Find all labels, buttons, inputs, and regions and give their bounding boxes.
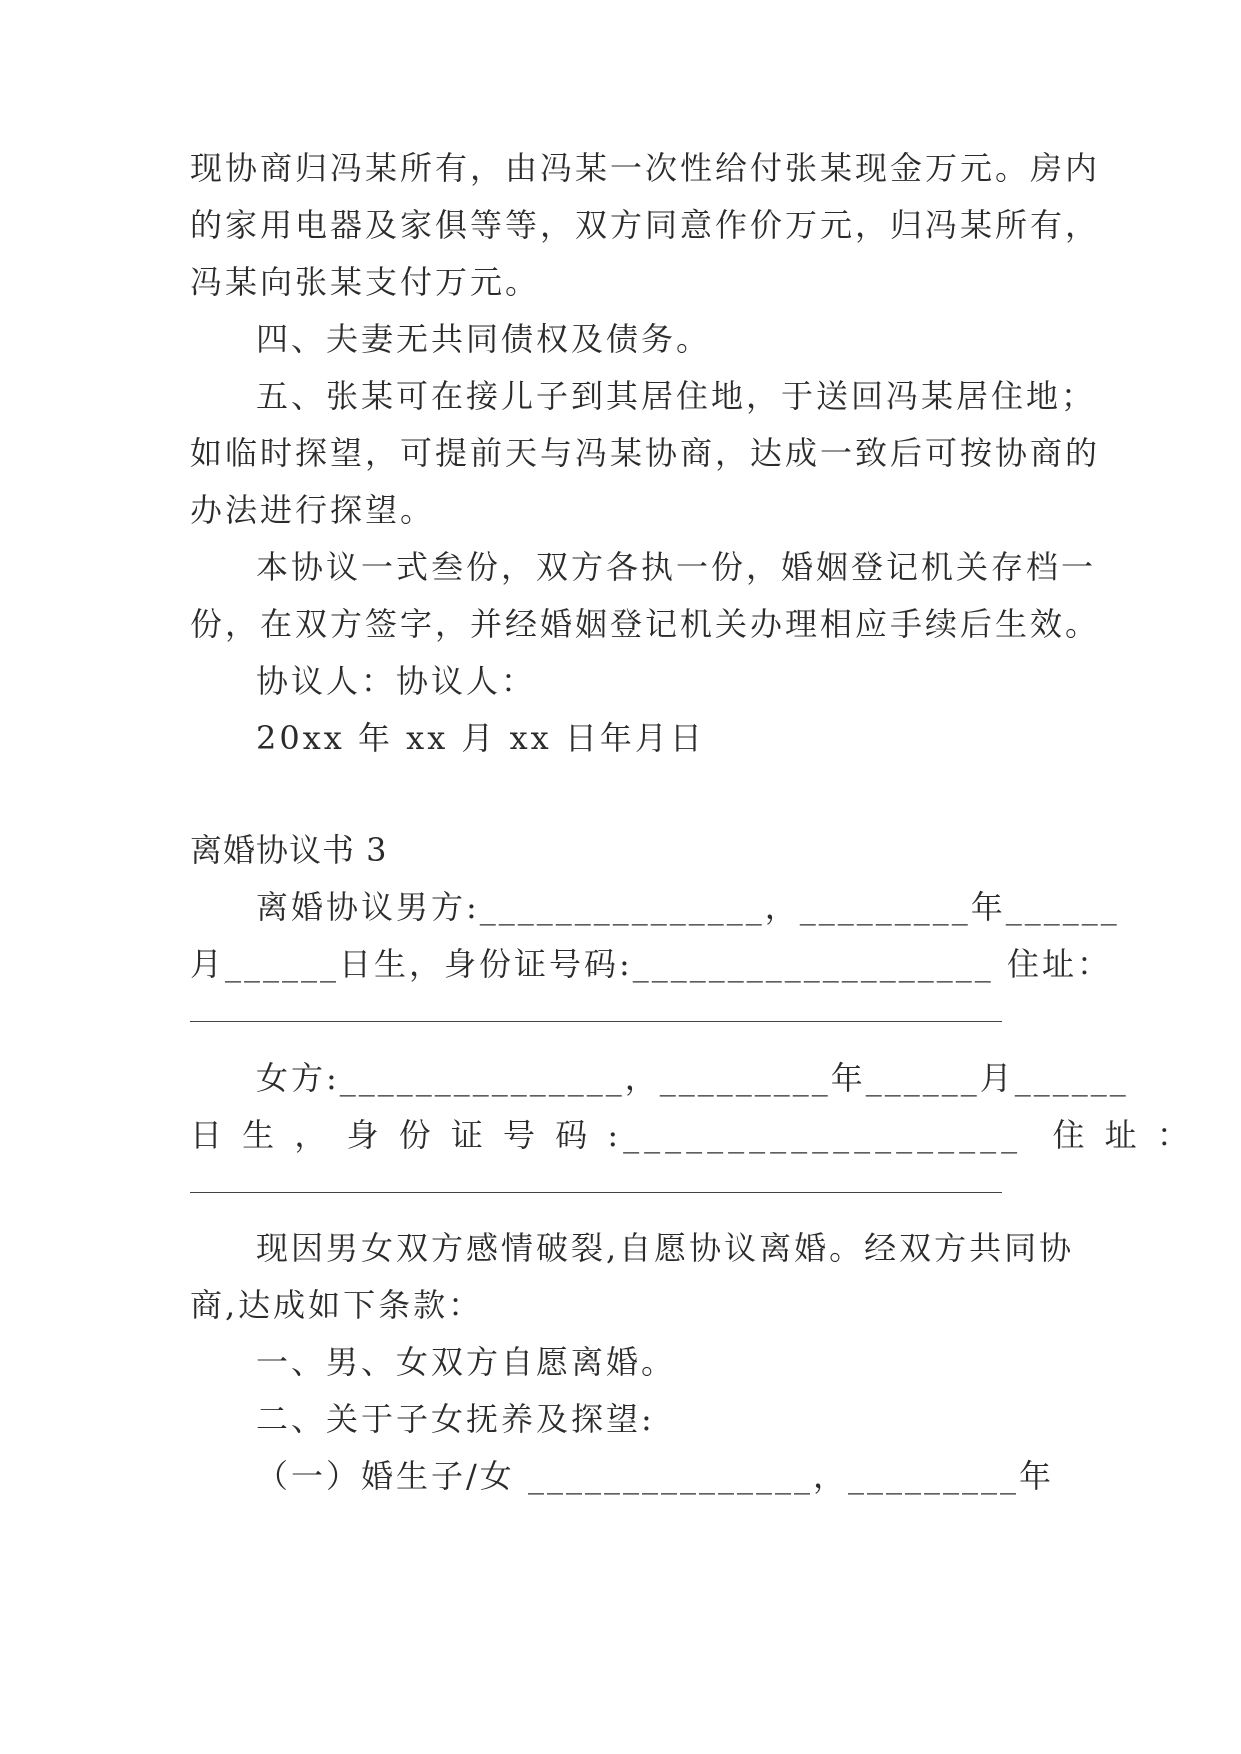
- signature-line: 协议人：协议人：: [256, 662, 537, 700]
- text-line: 本协议一式叁份，双方各执一份，婚姻登记机关存档一: [256, 548, 1097, 586]
- form-line-male: 离婚协议男方:_______________，_________年______: [256, 888, 1120, 926]
- section-title: 离婚协议书 3: [190, 831, 388, 869]
- text-line: 办法进行探望。: [190, 491, 436, 529]
- address-blank-female: [190, 1192, 1002, 1193]
- form-line-male-id: 月______日生，身份证号码:___________________ 住址：: [190, 945, 1112, 983]
- form-line-female: 女方:_______________，_________年______月______: [256, 1059, 1129, 1097]
- address-blank-male: [190, 1021, 1002, 1022]
- text-line: 四、夫妻无共同债权及债务。: [256, 320, 712, 358]
- form-line-female-id: 日 生 ， 身 份 证 号 码 :___________________ 住 址 ：: [190, 1116, 1194, 1154]
- text-line: 五、张某可在接儿子到其居住地，于送回冯某居住地；: [256, 377, 1097, 415]
- clause-line: 二、关于子女抚养及探望:: [256, 1400, 655, 1438]
- text-line: 如临时探望，可提前天与冯某协商，达成一致后可按协商的: [190, 434, 1101, 472]
- text-line: 现因男女双方感情破裂,自愿协议离婚。经双方共同协: [256, 1229, 1075, 1267]
- text-line: 的家用电器及家俱等等，双方同意作价万元，归冯某所有，: [190, 206, 1101, 244]
- date-line: 20xx 年 xx 月 xx 日年月日: [256, 719, 705, 757]
- text-line: 现协商归冯某所有，由冯某一次性给付张某现金万元。房内: [190, 149, 1101, 187]
- clause-line: （一）婚生子/女 _______________，_________年: [256, 1457, 1054, 1495]
- text-line: 商,达成如下条款：: [190, 1286, 484, 1324]
- clause-line: 一、男、女双方自愿离婚。: [256, 1343, 677, 1381]
- text-line: 份，在双方签字，并经婚姻登记机关办理相应手续后生效。: [190, 605, 1101, 643]
- text-line: 冯某向张某支付万元。: [190, 263, 541, 301]
